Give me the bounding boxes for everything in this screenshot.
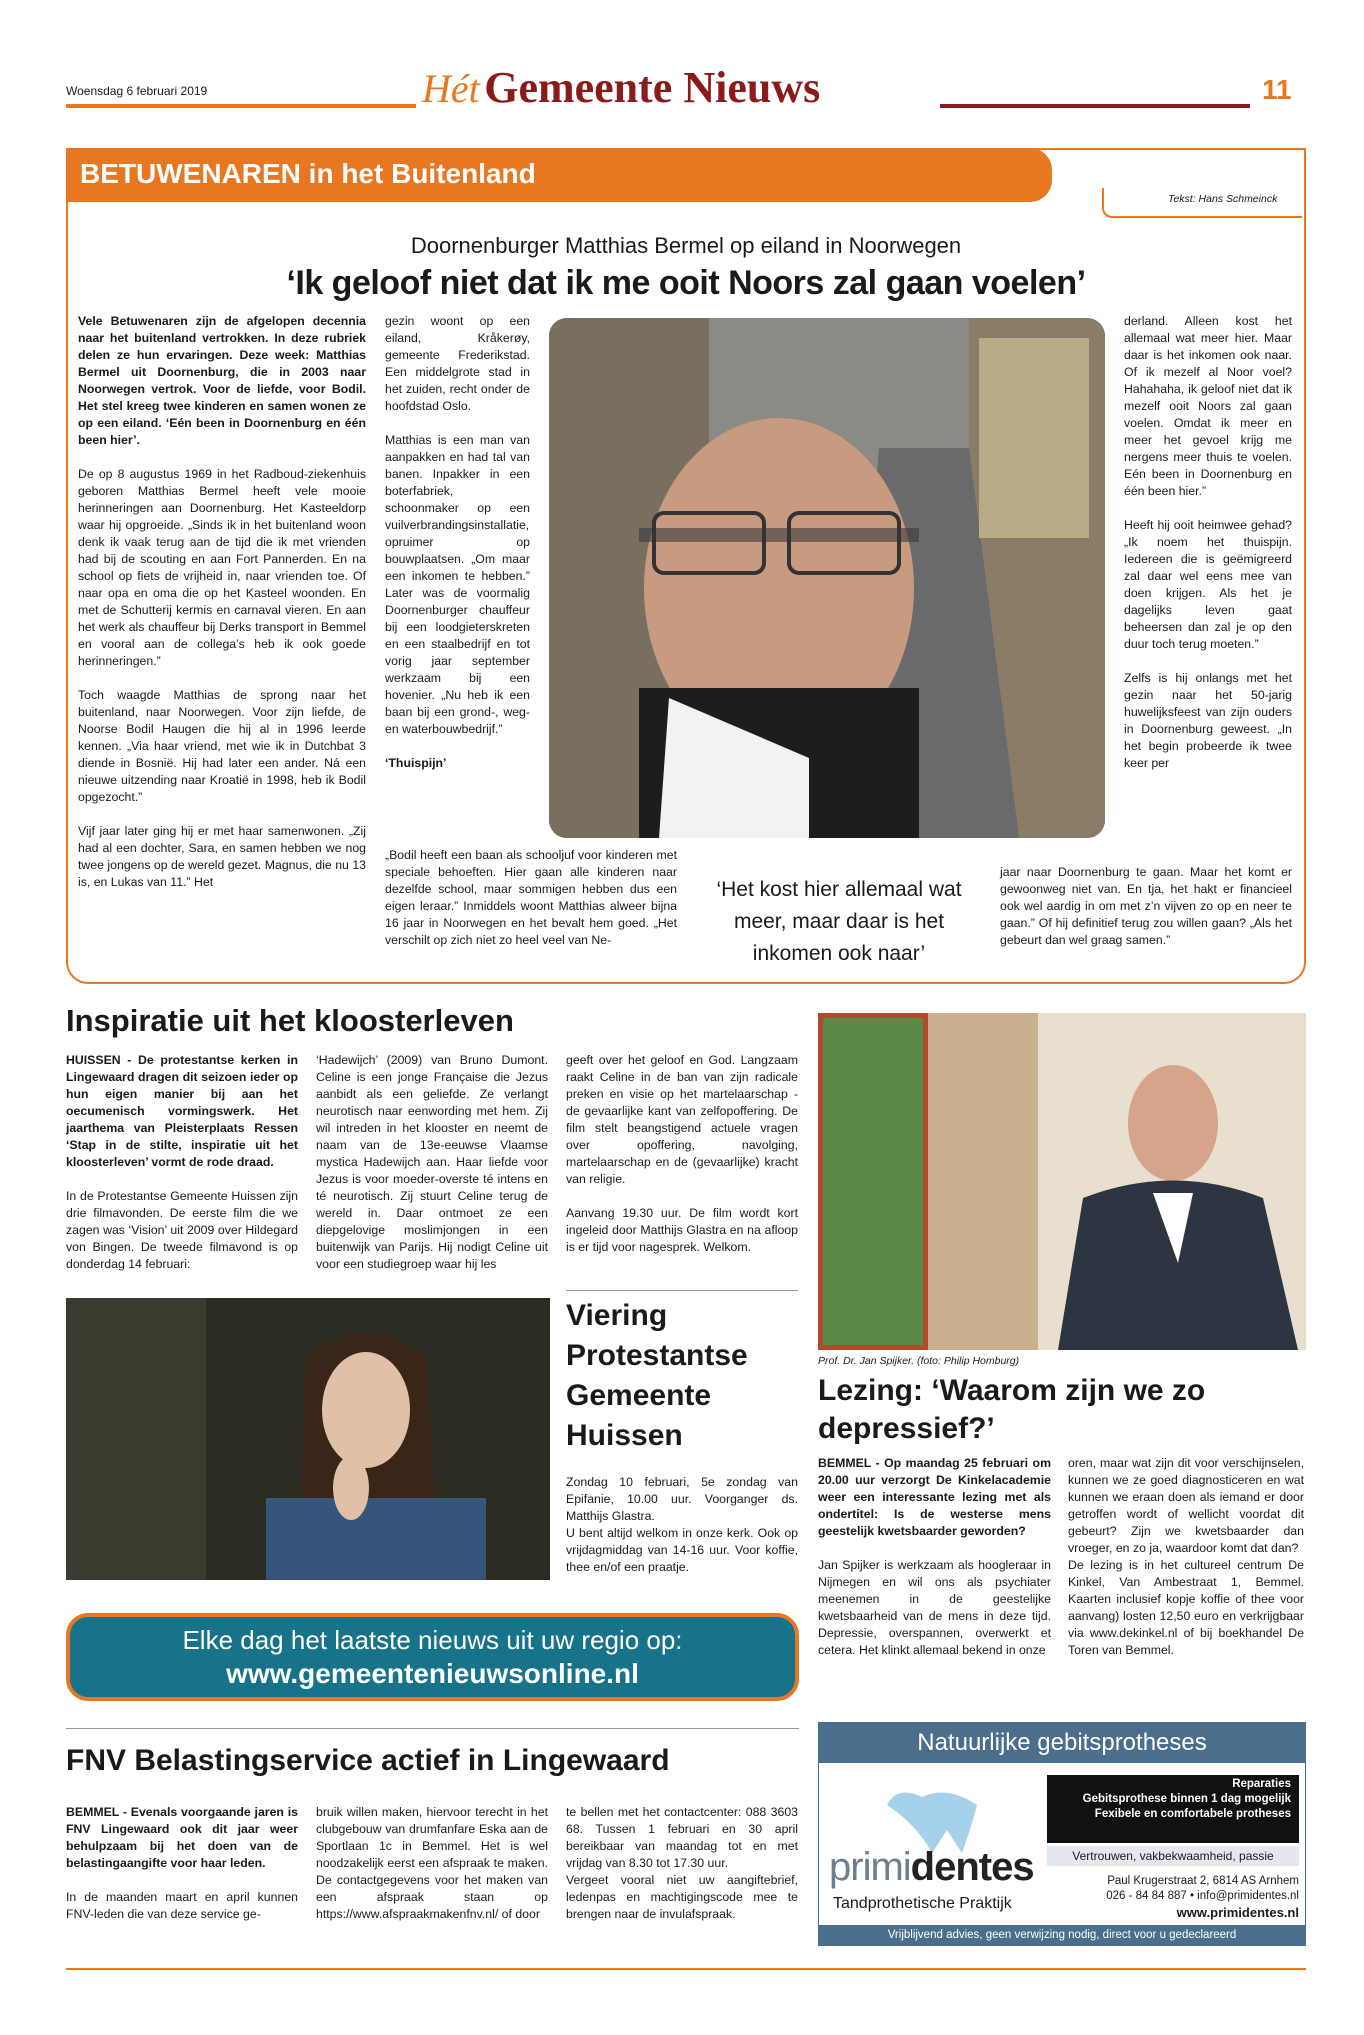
viering-paragraph: Zondag 10 februari, 5e zondag van Epifanie, 10.00 uur. Voorganger ds. Matthijs Glastra. [566,1475,798,1523]
fnv-paragraph: In de maanden maart en april kunnen FNV-leden die van deze service ge- [66,1890,298,1921]
feature-paragraph: „Bodil heeft een baan als schooljuf voor kinderen met speciale behoeften. Hier gaan alle kinderen naar dezelfde school, maar sommigen hebben dus een eigen leraar.” Inmiddels woont Matthias alweer bijna 16 jaar in Noorwegen en het bevalt hem goed. „Het verschilt op zich niet zo heel veel van Ne- [385,848,677,947]
klooster-col-2 [316,1052,548,1290]
feature-col-4 [1124,313,1292,772]
masthead-date: Woensdag 6 februari 2019 [66,84,208,98]
ad-logo [829,1845,1034,1890]
klooster-paragraph: ‘Hadewijch’ (2009) van Bruno Dumont. Celine is een jonge Française die Jezus aanbidt als een geliefde. Ze verlangt neurotisch naar eenwording met hem. Zij wil intreden in het klooster en neemt de naam van de 13e-eeuwse Vlaamse mystica Hadewijch aan. Haar liefde voor Jezus is voor moeder-overste té intens en té neurotisch. Zij stuurt Celine terug de wereld in. Daar ontmoet ze een diepgelovige moslimjongen in een buitenwijk van Parijs. Hij nodigt Celine uit voor een studiegroep waar hij les [316,1053,548,1271]
feature-col-4b [1000,864,1292,966]
page-number: 11 [1262,74,1292,105]
spijker-illustration [818,1013,1306,1350]
credit: Tekst: Hans Schmeinck [1168,193,1278,205]
fnv-col-3 [566,1804,798,1940]
viering-headline: Viering Protestantse Gemeente Huissen [566,1299,748,1452]
fnv-rule [66,1728,799,1729]
portrait-photo [549,318,1105,838]
ad-contact: 026 - 84 84 887 • info@primidentes.nl [1106,1890,1299,1902]
klooster-paragraph: Aanvang 19.30 uur. De film wordt kort ingeleid door Matthijs Glastra en na afloop is er tijd voor nagesprek. Welkom. [566,1206,798,1254]
masthead-title [422,62,820,113]
klooster-col-1 [66,1052,298,1290]
ad-title: Natuurlijke gebitsprotheses [819,1723,1305,1763]
fnv-paragraph: te bellen met het contactcenter: 088 3603 68. Tussen 1 februari en 30 april bereikbaar van maandag tot en met vrijdag van 8.30 tot 17.30 uur. [566,1805,798,1870]
ad-box-line2: Fexibele en comfortabele protheses [1094,1808,1291,1820]
spijker-photo [818,1013,1306,1350]
lezing-paragraph: oren, maar wat zijn dit voor verschijnselen, kunnen we ze goed diagnosticeren en wat kunnen we eraan doen als iemand er door getroffen wordt of wellicht voordat dit gebeurt? Zijn we kwetsbaarder dan vroeger, en zo ja, waardoor komt dat dan? [1068,1456,1304,1555]
feature-col-2b [385,847,677,966]
klooster-paragraph: geeft over het geloof en God. Langzaam raakt Celine in de ban van zijn radicale preken en visie op het martelaarschap - de gevaarlijke kant van zelfopoffering. De film stelt beangstigend actuele vragen over opoffering, navolging, martelaarschap en de (gevaarlijke) kracht van religie. [566,1053,798,1186]
feature-paragraph: Vijf jaar later ging hij er met haar samenwonen. „Zij had al een dochter, Sara, en samen hebben we nog twee jongens op de wereld gezet. Magnus, die nu 13 is, en Lukas van 11.” Het [78,824,366,889]
fnv-col-1 [66,1804,298,1940]
fnv-paragraph: bruik willen maken, hiervoor terecht in het clubgebouw van drumfanfare Eska aan de Sportlaan 1c in Bemmel. Het is wel noodzakelijk eerst een afspraak te maken. De contactgegevens voor het maken van een afspraak staan op https://www.afspraakmakenfnv.nl/ of door [316,1805,548,1921]
lezing-col-1 [818,1455,1051,1676]
feature-paragraph: Matthias is een man van aanpakken en had tal van banen. Inpakker in een boterfabriek, schoonmaker op een vuilverbrandingsinstallatie, opruimer op bouwplaatsen. „Om maar een inkomen te hebben.” Later was de voormalig Doornenburger chauffeur bij een loodgieterskreten en een staalbedrijf en tot vorig jaar september werkzaam bij een hovenier. „Nu heb ik een baan bij een grond-, weg- en waterbouwbedrijf.” [385,433,530,736]
klooster-intro: HUISSEN - De protestantse kerken in Lingewaard dragen dit seizoen ieder op hun eigen manier bij aan het oecumenisch vormingswerk. Het jaarthema van Pleisterplaats Ressen ‘Stap in de stilte, inspiratie uit het kloosterleven’ vormt de rode draad. [66,1053,298,1169]
lezing-col-2 [1068,1455,1304,1676]
fnv-intro: BEMMEL - Evenals voorgaande jaren is FNV Lingewaard ook dit jaar weer behulpzaam bij het doen van de belastingaangifte voor haar leden. [66,1805,298,1870]
lezing-paragraph: De lezing is in het cultureel centrum De Kinkel, Van Ambestraat 1, Bemmel. Kaarten inclusief kopje koffie of thee voor aanvang) losten 12,50 euro en verkrijgbaar via www.dekinkel.nl of bij boekhandel De Toren van Bemmel. [1068,1558,1304,1657]
feature-subhead: ‘Thuispijn’ [385,756,447,770]
feature-paragraph: De op 8 augustus 1969 in het Radboud-ziekenhuis geboren Matthias Bermel heeft vele mooie herinneringen aan Doornenburg. Het Kasteeldorp waar hij opgroeide. „Sinds ik in het buitenland woon denk ik vaak terug aan de tijd die ik met vrienden had bij de scouting en aan Fort Pannerden. En na school op fiets de vrijheid in, naar vrienden toe. Of naar opa en oma die op het Kasteel woonden. En met de Schutterij kermis en carnaval vieren. En aan het werk als chauffeur bij Derks transport in Bemmel en vooral aan de collega’s heb ik ook goede herinneringen.” [78,467,366,668]
website-banner[interactable] [66,1613,799,1701]
ad-footer: Vrijblijvend advies, geen verwijzing nodig, direct voor u gedeclareerd [819,1925,1305,1945]
feature-headline: ‘Ik geloof niet dat ik me ooit Noors zal gaan voelen’ [286,264,1086,302]
spijker-caption: Prof. Dr. Jan Spijker. (foto: Philip Homburg) [818,1355,1020,1367]
ad-logo-a: primi [829,1845,911,1889]
feature-paragraph: Zelfs is hij onlangs met het gezin naar het 50-jarig huwelijksfeest van zijn ouders in Doornenburg geweest. „In het begin probeerde ik twee keer per [1124,671,1292,770]
feature-intro: Vele Betuwenaren zijn de afgelopen decennia naar het buitenland vertrokken. In deze rubriek delen ze hun ervaringen. Deze week: Matthias Bermel uit Doornenburg, die in 2003 naar Noorwegen vertrok. Voor de liefde, voor Bodil. Het stel kreeg twee kinderen en samen wonen ze op een eiland. ‘Eén been in Doornenburg en één been hier’. [78,314,366,447]
feature-paragraph: derland. Alleen kost het allemaal wat meer hier. Maar daar is het inkomen ook naar. Of ik mezelf al Noor voel? Hahahaha, ik geloof niet dat ik mezelf ooit Noors zal gaan voelen. Omdat ik meer en meer het gevoel krijg me nergens meer thuis te voelen. Eén been in Doornenburg en één been hier.” [1124,314,1292,498]
klooster-headline: Inspiratie uit het kloosterleven [66,1003,514,1038]
feature-kicker: Doornenburger Matthias Bermel op eiland in Noorwegen [410,233,962,258]
pull-quote: ‘Het kost hier allemaal wat meer, maar daar is het inkomen ook naar’ [716,878,962,965]
ad-box-title: Reparaties [1232,1778,1291,1790]
lezing-headline: Lezing: ‘Waarom zijn we zo depressief?’ [818,1374,1206,1445]
feature-paragraph: Heeft hij ooit heimwee gehad? „Ik noem het thuispijn. Iedereen die is geëmigreerd zal daar wel eens mee van doen krijgen. Als het je dagelijks leven gaat beheersen dan zal je op den duur toch terug moeten.” [1124,518,1292,651]
klooster-paragraph: In de Protestantse Gemeente Huissen zijn drie filmavonden. De eerste film die we zagen was ‘Vision’ uit 2009 over Hildegard von Bingen. De tweede filmavond is op donderdag 14 februari: [66,1189,298,1271]
masthead-title-b: Gemeente Nieuws [484,63,821,112]
ad-logo-b: dentes [910,1845,1034,1889]
ad-logo-sub: Tandprothetische Praktijk [833,1895,1012,1912]
lezing-paragraph: Jan Spijker is werkzaam als hoogleraar in Nijmegen en wil ons als psychiater meenemen in de geestelijke kwetsbaarheid van de mens in deze tijd. Depressie, overspannen, overwerkt et cetera. Het klinkt allemaal bekend in onze [818,1558,1051,1657]
ad-repair-box [1047,1775,1299,1843]
masthead-title-a: Hét [422,66,480,111]
ad-address: Paul Krugerstraat 2, 6814 AS Arnhem [1107,1875,1299,1887]
ad-tagline: Vertrouwen, vakbekwaamheid, passie [1047,1846,1299,1866]
portrait-illustration [549,318,1105,838]
banner-line-1: Elke dag het laatste nieuws uit uw regio op: [182,1625,683,1655]
section-title: BETUWENAREN in het Buitenland [80,158,536,189]
dentist-ad[interactable] [818,1722,1306,1946]
lezing-intro: BEMMEL - Op maandag 25 februari om 20.00 uur verzorgt De Kinkelacademie weer een interessante lezing met als ondertitel: Is de westerse mens geestelijk kwetsbaarder geworden? [818,1456,1051,1538]
fnv-headline: FNV Belastingservice actief in Lingewaard [66,1744,670,1777]
fnv-col-2 [316,1804,548,1940]
klooster-rule [566,1290,798,1291]
film-still-photo [66,1298,550,1580]
banner-url-link[interactable]: www.gemeentenieuwsonline.nl [226,1658,639,1689]
film-still-illustration [66,1298,550,1580]
feature-paragraph: jaar naar Doornenburg te gaan. Maar het komt er gewoonweg niet van. En tja, het hakt er financieel ook wel aardig in om met z’n vijven zo op en neer te gaan.” Of hij definitief terug zou willen gaan? „Als het gebeurt dan wel graag samen.” [1000,865,1292,947]
klooster-col-3 [566,1052,798,1273]
feature-paragraph: Toch waagde Matthias de sprong naar het buitenland, naar Noorwegen. Voor zijn liefde, de Noorse Bodil Haugen die hij al in 1996 leerde kennen. „Via haar vriend, met wie ik in Dutchbat 3 diende in Bosnië. Hij had later een ander. Ná een nieuwe uitzending naar Kroatië in 1998, heb ik Bodil opgezocht.” [78,688,366,804]
viering-paragraph: U bent altijd welkom in onze kerk. Ook op vrijdagmiddag van 14-16 uur. Voor koffie, thee en/of een praatje. [566,1526,798,1574]
viering-body [566,1474,798,1593]
feature-col-1 [78,313,366,908]
feature-col-2 [385,313,530,772]
ad-box-line1: Gebitsprothese binnen 1 dag mogelijk [1082,1793,1291,1805]
fnv-paragraph: Vergeet vooral niet uw aangiftebrief, ledenpas en machtigingscode mee te brengen naar de invulafspraak. [566,1873,798,1921]
masthead-rule-right [940,104,1250,108]
page-bottom-rule [66,1968,1306,1970]
masthead-rule-left [66,104,416,108]
feature-paragraph: gezin woont op een eiland, Kråkerøy, gemeente Frederikstad. Een middelgrote stad in het zuiden, recht onder de hoofdstad Oslo. [385,314,530,413]
ad-web-link[interactable]: www.primidentes.nl [1176,1905,1299,1920]
